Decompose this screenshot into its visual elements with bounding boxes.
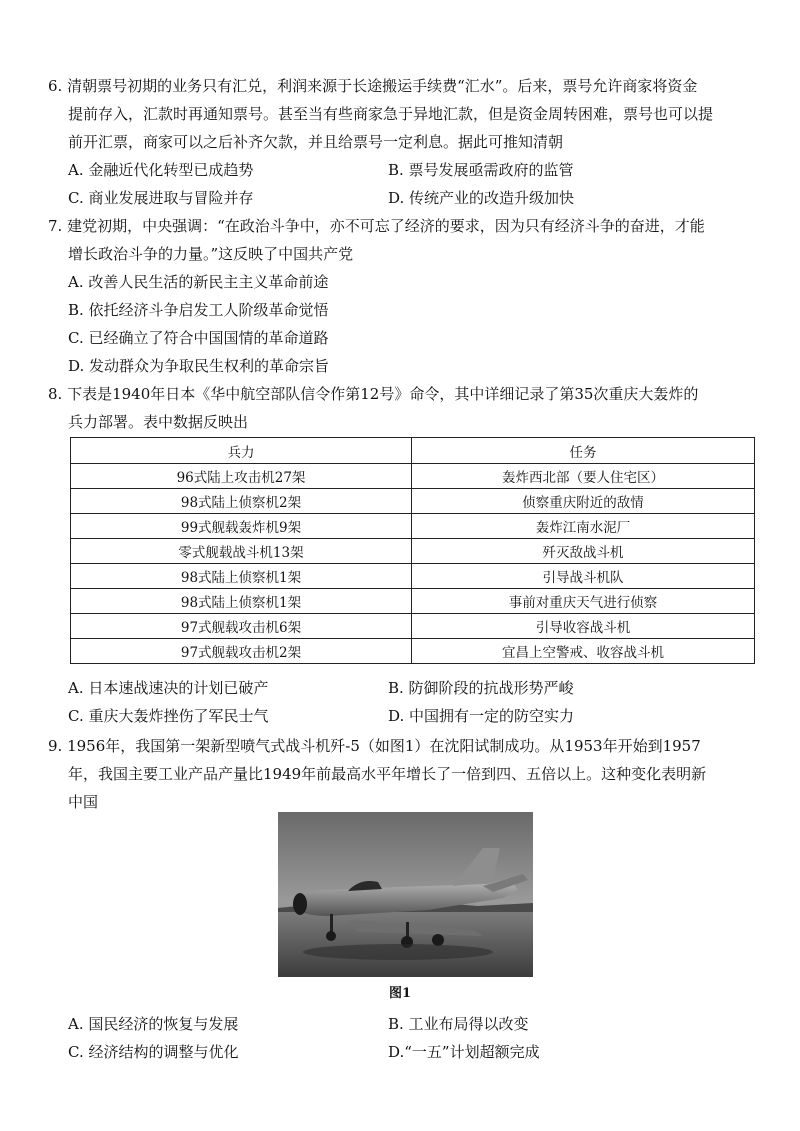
table-row — [71, 514, 755, 539]
table-cell-task: 事前对重庆天气进行侦察 — [412, 589, 755, 614]
table-row — [71, 589, 755, 614]
table-cell-task: 歼灭敌战斗机 — [412, 539, 755, 564]
table-cell-forces: 98式陆上侦察机1架 — [71, 564, 412, 589]
question-8-options-row-1 — [48, 674, 768, 702]
jet-fighter-illustration — [278, 812, 533, 977]
question-7 — [48, 212, 768, 380]
question-6-option-b[interactable]: B. 票号发展亟需政府的监管 — [388, 161, 574, 179]
table-row — [71, 464, 755, 489]
question-7-option-a[interactable]: A. 改善人民生活的新民主主义革命前途 — [68, 273, 329, 291]
question-9-option-d[interactable]: D.“一五”计划超额完成 — [388, 1043, 540, 1061]
question-9 — [48, 732, 768, 816]
table-header-row — [71, 438, 755, 464]
table-cell-task: 轰炸西北部（要人住宅区） — [412, 464, 755, 489]
table-cell-forces: 98式陆上侦察机2架 — [71, 489, 412, 514]
question-6-stem-line-1: 6. 清朝票号初期的业务只有汇兑，利润来源于长途搬运手续费“汇水”。后来，票号允许商家将资金 — [48, 77, 698, 95]
jet-fighter-photo — [278, 812, 533, 977]
table-cell-task: 侦察重庆附近的敌情 — [412, 489, 755, 514]
question-8-options-row-2 — [48, 702, 768, 730]
question-9-options-row-2 — [48, 1038, 768, 1066]
table-row — [71, 489, 755, 514]
table-row — [71, 639, 755, 664]
question-6-option-a[interactable]: A. 金融近代化转型已成趋势 — [68, 161, 254, 179]
table-cell-forces: 97式舰载攻击机2架 — [71, 639, 412, 664]
table-cell-task: 轰炸江南水泥厂 — [412, 514, 755, 539]
table-cell-forces: 零式舰载战斗机13架 — [71, 539, 412, 564]
question-6 — [48, 72, 768, 212]
table-row — [71, 564, 755, 589]
figure-caption: 图1 — [388, 986, 412, 1001]
table-header-forces: 兵力 — [71, 438, 412, 464]
question-8 — [48, 380, 768, 436]
question-6-option-d[interactable]: D. 传统产业的改造升级加快 — [388, 189, 575, 207]
table-cell-forces: 98式陆上侦察机1架 — [71, 589, 412, 614]
question-8-option-b[interactable]: B. 防御阶段的抗战形势严峻 — [388, 679, 574, 697]
question-6-stem-line-2: 提前存入，汇款时再通知票号。甚至当有些商家急于异地汇款，但是资金周转困难，票号也可以提 — [68, 105, 714, 123]
table-row — [71, 614, 755, 639]
question-9-option-b[interactable]: B. 工业布局得以改变 — [388, 1015, 529, 1033]
question-9-stem-line-2: 年，我国主要工业产品产量比1949年前最高水平年增长了一倍到四、五倍以上。这种变化表明新 — [68, 765, 707, 783]
table-cell-forces: 97式舰载攻击机6架 — [71, 614, 412, 639]
deployment-table — [70, 437, 755, 664]
question-9-stem-line-1: 9. 1956年，我国第一架新型喷气式战斗机歼-5（如图1）在沈阳试制成功。从1953年开始到1957 — [48, 737, 701, 755]
table-cell-task: 引导收容战斗机 — [412, 614, 755, 639]
question-7-option-b[interactable]: B. 依托经济斗争启发工人阶级革命觉悟 — [68, 301, 329, 319]
question-7-stem-line-2: 增长政治斗争的力量。”这反映了中国共产党 — [68, 245, 354, 263]
table-cell-forces: 99式舰载轰炸机9架 — [71, 514, 412, 539]
question-7-option-c[interactable]: C. 已经确立了符合中国国情的革命道路 — [68, 329, 329, 347]
question-6-stem-line-3: 前开汇票，商家可以之后补齐欠款，并且给票号一定利息。据此可推知清朝 — [68, 133, 564, 151]
question-8-stem-line-1: 8. 下表是1940年日本《华中航空部队信令作第12号》命令，其中详细记录了第35次重庆大轰炸的 — [48, 385, 699, 403]
question-9-options — [48, 1010, 768, 1066]
question-6-option-c[interactable]: C. 商业发展进取与冒险并存 — [68, 189, 254, 207]
question-6-options-row-2 — [48, 184, 768, 212]
question-8-option-d[interactable]: D. 中国拥有一定的防空实力 — [388, 707, 575, 725]
table-header-tasks: 任务 — [412, 438, 755, 464]
table-row — [71, 539, 755, 564]
question-7-option-d[interactable]: D. 发动群众为争取民生权利的革命宗旨 — [68, 357, 330, 375]
question-9-option-c[interactable]: C. 经济结构的调整与优化 — [68, 1043, 239, 1061]
question-9-options-row-1 — [48, 1010, 768, 1038]
question-8-stem-line-2: 兵力部署。表中数据反映出 — [68, 413, 249, 431]
question-8-options — [48, 674, 768, 730]
table-cell-task: 引导战斗机队 — [412, 564, 755, 589]
question-6-options-row-1 — [48, 156, 768, 184]
question-9-option-a[interactable]: A. 国民经济的恢复与发展 — [68, 1015, 239, 1033]
table-cell-task: 宜昌上空警戒、收容战斗机 — [412, 639, 755, 664]
table-cell-forces: 96式陆上攻击机27架 — [71, 464, 412, 489]
question-8-option-c[interactable]: C. 重庆大轰炸挫伤了军民士气 — [68, 707, 269, 725]
question-8-option-a[interactable]: A. 日本速战速决的计划已破产 — [68, 679, 269, 697]
question-9-stem-line-3: 中国 — [68, 793, 99, 811]
question-7-stem-line-1: 7. 建党初期，中央强调：“在政治斗争中，亦不可忘了经济的要求，因为只有经济斗争的奋进，才能 — [48, 217, 705, 235]
